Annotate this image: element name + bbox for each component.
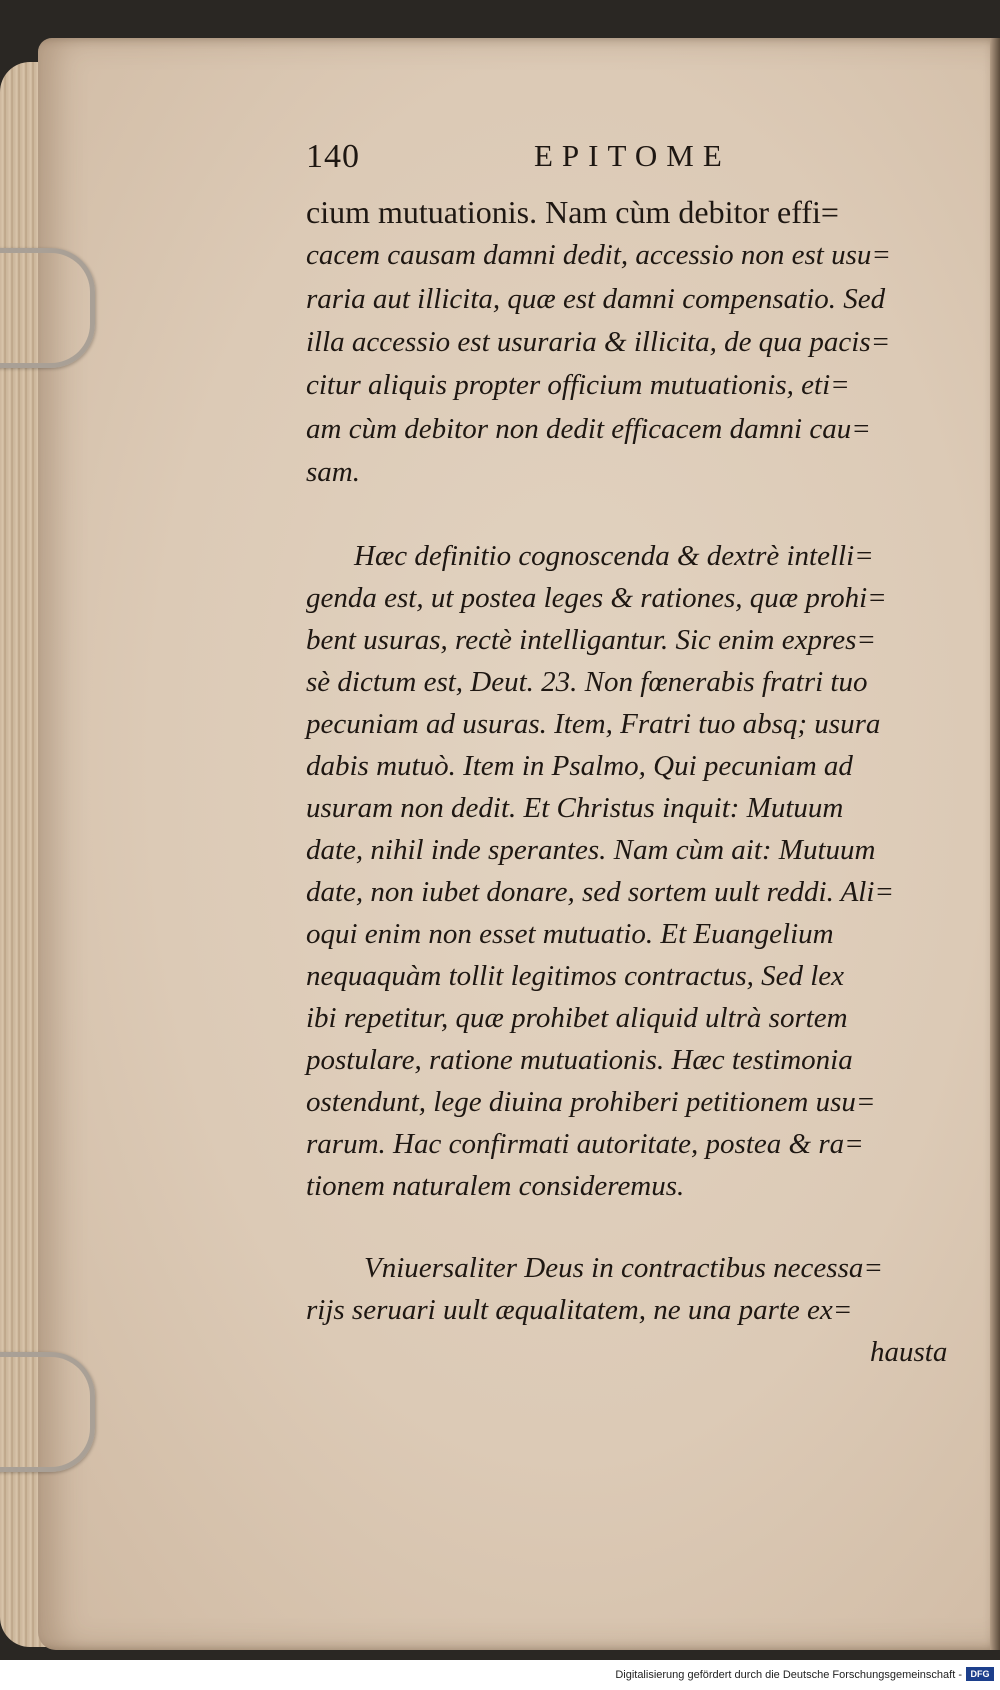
text-line: rarum. Hac confirmati autoritate, postea & ra= — [306, 1128, 864, 1160]
text-line: tionem naturalem consideremus. — [306, 1170, 685, 1202]
show-through-text — [48, 1188, 308, 1288]
running-header — [306, 138, 781, 178]
text-line: Vniuersaliter Deus in contractibus necessa= — [364, 1252, 883, 1284]
text-line: am cùm debitor non dedit efficacem damni cau= — [306, 413, 871, 445]
page-clip-top-icon — [0, 248, 95, 368]
text-line: ibi repetitur, quæ prohibet aliquid ultrà sortem — [306, 1002, 848, 1034]
footer-bar — [0, 1660, 1000, 1690]
text-line: oqui enim non esset mutuatio. Et Euangelium — [306, 918, 834, 950]
text-line: ostendunt, lege diuina prohiberi petitionem usu= — [306, 1086, 876, 1118]
text-line: illa accessio est usuraria & illicita, de qua pacis= — [306, 326, 891, 358]
text-line: date, non iubet donare, sed sortem uult reddi. Ali= — [306, 876, 894, 908]
page-clip-bottom-icon — [0, 1352, 95, 1472]
catchword: hausta — [870, 1336, 948, 1368]
text-line: citur aliquis propter officium mutuationis, eti= — [306, 369, 850, 401]
text-line: pecuniam ad usuras. Item, Fratri tuo absq; usura — [306, 708, 881, 740]
text-line: bent usuras, rectè intelligantur. Sic enim expres= — [306, 624, 876, 656]
running-title: EPITOME — [534, 138, 731, 173]
text-line: Hæc definitio cognoscenda & dextrè intelli= — [354, 540, 874, 572]
text-line: raria aut illicita, quæ est damni compensatio. Sed — [306, 283, 886, 315]
page-number: 140 — [306, 138, 360, 175]
text-line: dabis mutuò. Item in Psalmo, Qui pecuniam ad — [306, 750, 853, 782]
text-line: usuram non dedit. Et Christus inquit: Mutuum — [306, 792, 844, 824]
dfg-logo: DFG — [966, 1667, 994, 1681]
text-line: cium mutuationis. Nam cùm debitor effi= — [306, 194, 839, 230]
text-line: nequaquàm tollit legitimos contractus, Sed lex — [306, 960, 845, 992]
page-gutter-shadow — [990, 38, 1000, 1650]
text-line: cacem causam damni dedit, accessio non est usu= — [306, 239, 891, 271]
text-line: date, nihil inde sperantes. Nam cùm ait: Mutuum — [306, 834, 876, 866]
text-line: postulare, ratione mutuationis. Hæc testimonia — [306, 1044, 853, 1076]
text-line: sè dictum est, Deut. 23. Non fœnerabis fratri tuo — [306, 666, 868, 698]
text-line: rijs seruari uult æqualitatem, ne una parte ex= — [306, 1294, 853, 1326]
text-line: genda est, ut postea leges & rationes, quæ prohi= — [306, 582, 887, 614]
text-line: sam. — [306, 456, 360, 488]
footer-credit: Digitalisierung gefördert durch die Deutsche Forschungsgemeinschaft - — [615, 1669, 962, 1681]
